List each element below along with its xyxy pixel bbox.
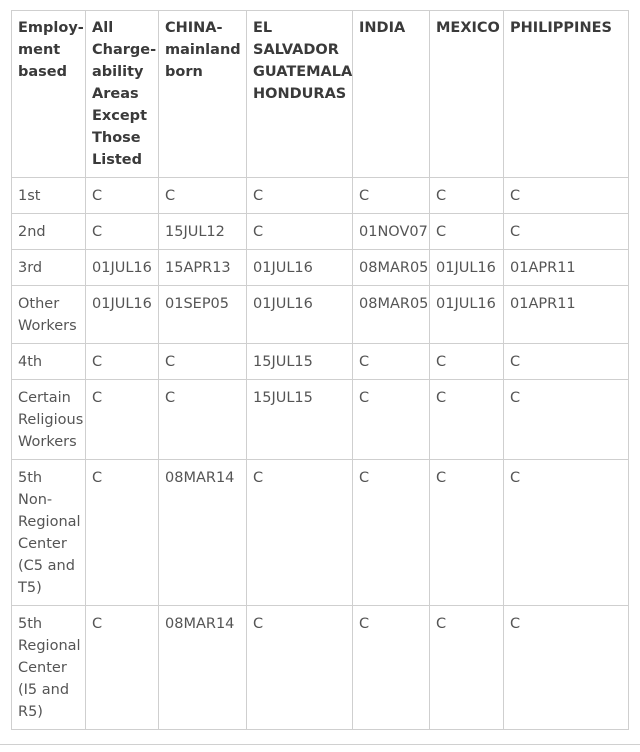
table-cell: 15APR13 [159, 250, 247, 286]
table-cell: 01JUL16 [247, 286, 353, 344]
table-cell: C [430, 380, 504, 460]
table-cell: 15JUL15 [247, 380, 353, 460]
table-cell: 15JUL12 [159, 214, 247, 250]
table-cell: C [353, 380, 430, 460]
row-label: 3rd [12, 250, 86, 286]
table-cell: 01JUL16 [86, 250, 159, 286]
table-cell: C [430, 606, 504, 730]
row-label: 5th Regional Center (I5 and R5) [12, 606, 86, 730]
table-cell: C [504, 606, 629, 730]
row-label: 2nd [12, 214, 86, 250]
table-cell: 01NOV07 [353, 214, 430, 250]
table-cell: C [159, 344, 247, 380]
table-cell: 01SEP05 [159, 286, 247, 344]
table-row [12, 178, 629, 214]
row-label: 4th [12, 344, 86, 380]
table-row [12, 286, 629, 344]
table-row [12, 606, 629, 730]
table-cell: 08MAR14 [159, 606, 247, 730]
table-cell: 01JUL16 [86, 286, 159, 344]
table-row [12, 214, 629, 250]
table-cell: C [504, 460, 629, 606]
row-label: Other Workers [12, 286, 86, 344]
row-label: Certain Religious Workers [12, 380, 86, 460]
table-cell: C [247, 178, 353, 214]
table-cell: C [504, 344, 629, 380]
table-row [12, 380, 629, 460]
table-cell: C [86, 460, 159, 606]
header-row [12, 11, 629, 178]
header-china: CHINA-mainland born [159, 11, 247, 178]
table-cell: 15JUL15 [247, 344, 353, 380]
header-el-salvador: EL SALVADOR GUATEMALA HONDURAS [247, 11, 353, 178]
table-cell: C [353, 606, 430, 730]
table-cell: C [353, 344, 430, 380]
header-mexico: MEXICO [430, 11, 504, 178]
table-cell: C [504, 178, 629, 214]
header-india: INDIA [353, 11, 430, 178]
table-cell: C [430, 178, 504, 214]
table-cell: 08MAR05 [353, 286, 430, 344]
row-label: 1st [12, 178, 86, 214]
table-cell: 01JUL16 [247, 250, 353, 286]
table-cell: C [504, 380, 629, 460]
table-cell: C [430, 344, 504, 380]
table-cell: 01JUL16 [430, 250, 504, 286]
page-bottom-divider [0, 744, 640, 745]
header-employment-based: Employ-ment based [12, 11, 86, 178]
table-cell: C [353, 460, 430, 606]
table-cell: 01APR11 [504, 250, 629, 286]
table-cell: C [86, 178, 159, 214]
header-philippines: PHILIPPINES [504, 11, 629, 178]
table-row [12, 344, 629, 380]
table-cell: 01JUL16 [430, 286, 504, 344]
table-cell: C [353, 178, 430, 214]
table-cell: C [504, 214, 629, 250]
table-cell: 01APR11 [504, 286, 629, 344]
table-cell: C [86, 606, 159, 730]
table-cell: C [86, 344, 159, 380]
visa-bulletin-table [11, 10, 629, 730]
table-cell: C [247, 606, 353, 730]
table-cell: 08MAR14 [159, 460, 247, 606]
table-row [12, 460, 629, 606]
row-label: 5th Non-Regional Center (C5 and T5) [12, 460, 86, 606]
table-cell: C [86, 380, 159, 460]
table-row [12, 250, 629, 286]
table-cell: C [159, 178, 247, 214]
table-cell: C [247, 460, 353, 606]
table-cell: C [159, 380, 247, 460]
table-cell: C [430, 460, 504, 606]
table-cell: 08MAR05 [353, 250, 430, 286]
table-cell: C [430, 214, 504, 250]
table-cell: C [86, 214, 159, 250]
table-cell: C [247, 214, 353, 250]
header-all-chargeability: All Charge-ability Areas Except Those Listed [86, 11, 159, 178]
